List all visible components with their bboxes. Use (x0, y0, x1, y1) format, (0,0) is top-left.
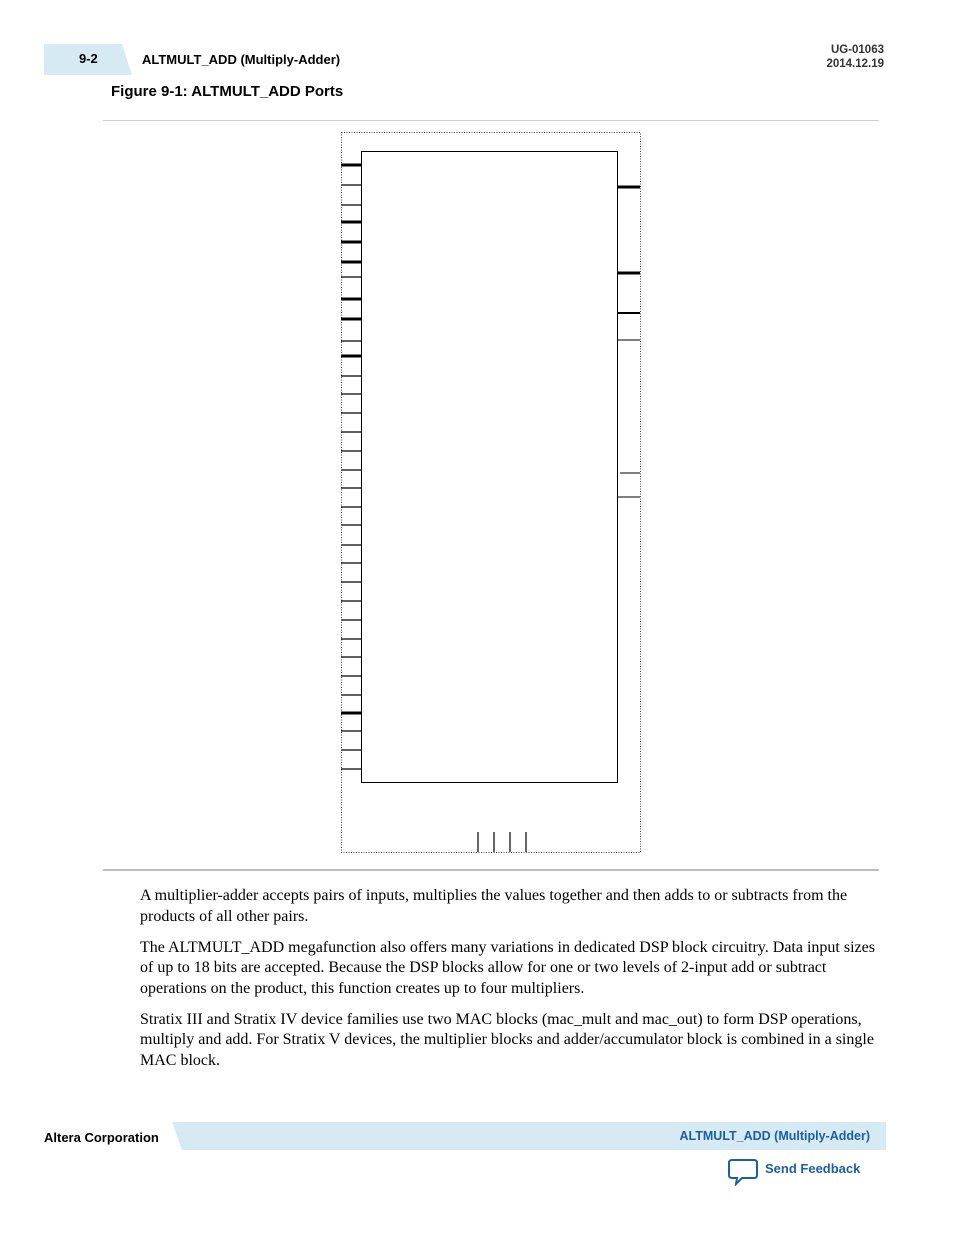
figure-title: Figure 9-1: ALTMULT_ADD Ports (111, 83, 344, 100)
footer-company: Altera Corporation (44, 1130, 159, 1145)
paragraph-1: A multiplier-adder accepts pairs of inputs, multiplies the values together and then adds to or subtracts from the products of all other pairs. (140, 887, 848, 925)
paragraph-2: The ALTMULT_ADD megafunction also offers many variations in dedicated DSP block circuitry. Data input sizes of up to 18 bits are accepted. Because the DSP blocks allow for one or two levels of 2-input add or subtract operations on the product, this function creates up to four multipliers. (140, 938, 875, 997)
right-port-lines (617, 187, 640, 497)
bottom-port-lines (478, 832, 526, 852)
body-text (140, 886, 875, 1082)
megafunction-block (362, 152, 618, 783)
send-feedback-link[interactable]: Send Feedback (765, 1161, 861, 1176)
document-date: 2014.12.19 (826, 58, 884, 70)
left-port-lines (341, 165, 361, 769)
paragraph-3: Stratix III and Stratix IV device families use two MAC blocks (mac_mult and mac_out) to form DSP operations, multiply and add. For Stratix V devices, the multiplier blocks and adder/accumulator block is combined in a single MAC block. (140, 1010, 874, 1069)
figure-bottom-rule (103, 869, 879, 871)
document-id: UG-01063 (830, 44, 884, 56)
section-number: 9-2 (79, 51, 98, 66)
section-title: ALTMULT_ADD (Multiply-Adder) (142, 52, 341, 67)
footer-section-link[interactable]: ALTMULT_ADD (Multiply-Adder) (679, 1129, 870, 1143)
speech-bubble-icon[interactable] (727, 1158, 759, 1186)
